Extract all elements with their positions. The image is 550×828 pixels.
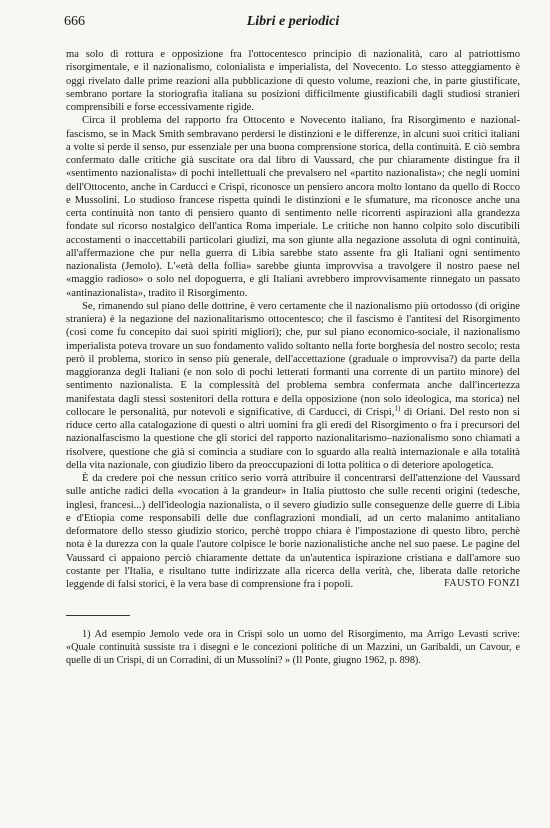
paragraph-1: ma solo di rottura e opposizione fra l'ottocentesco principio di nazionalità, caro al patriottismo risorgimentale, e il nazionalismo, colonialista e imperialista, del Novecento. Lo stesso atteggiamento è oggi rivelato dalle prime reazioni alla pubblicazione di questo volume, reazioni che, in parte giustificate, sembrano portare la storiografia italiana su posizioni difficilmente giustificabili dagli studiosi stranieri comprensibili e forse eccessivamente rigide. <box>66 49 520 113</box>
footnote-divider <box>66 615 130 616</box>
page-header <box>66 14 520 34</box>
footnote-marker: 1) <box>82 629 91 641</box>
page-number: 666 <box>64 14 85 29</box>
paragraph-3 <box>66 300 520 472</box>
footnote-text: Ad esempio Jemolo vede ora in Crispi solo un uomo del Risorgimento, ma Arrigo Levasti scrive: «Quale continuità sussiste tra i disegni e le concezioni politiche di un Mazzini, un Garibaldi, un Cavour, e quelle di un Crispi, di un Corradini, di un Mussolini? » (Il Ponte, giugno 1962, p. 898). <box>66 629 521 667</box>
running-title: Libri e periodici <box>246 14 340 29</box>
footnote-reference[interactable]: 1) <box>394 404 401 413</box>
paragraph-3-tail: di Oriani. Del resto non si riduce certo alla catalogazione di questi o altri uomini fra gli eredi del Risorgimento o fra i precursori del nazionalfascismo la questione che gli storici del rapporto nazionalitarismo–nazionalismo sono chiamati a risolvere, questione che già si comincia a studiare con lo sguardo alla realtà internazionale e alla totalità della vita nazionale, con giudizio libero da preoccupazioni di lotta politica o di deteriore apologetica. <box>66 406 520 471</box>
footnote <box>66 628 520 667</box>
article-body <box>66 48 520 591</box>
paragraph-3-text: Se, rimanendo sul piano delle dottrine, è vero certamente che il nazionalismo più ortodosso (di origine straniera) è la negazione del nazionalitarismo ottocentesco; che il fascismo è l'antitesi del Risorgimento (così come fu concepito dai suoi spiriti migliori); che, pur sul piano economico-sociale, il nazionalismo imperialista poteva trovare un suo fondamento valido soltanto nella forte borghesia del nostro secolo; resta però il problema, storico in senso più generale, dell'accettazione (graduale o improvvisa?) da parte della maggioranza degli Italiani (e non solo di pochi letterati formanti una corrente di un partito minore) del sentimento nazionalista. E la complessità del problema sembra confermata anche dall'incertezza manifestata dagli stessi sostenitori della rottura e della opposizione (non solo ideologica, ma storica) nel collocare le personalità, pur notevoli e significative, di Carducci, di Crispi, <box>66 300 520 418</box>
paragraph-4: È da credere poi che nessun critico serio vorrà attribuire il concentrarsi dell'attenzione del Vaussard sulle antiche radici della «vocation à la grandeur» in Italia piuttosto che sulle recenti origini (tedesche, inglesi, francesi...) dell'ideologia nazionalista, o il severo giudizio sulle conseguenze delle guerre di Libia e d'Etiopia come responsabili delle due conflagrazioni mondiali, ad un certo malanimo antitaliano deformatore dello stesso giudizio storico, perchè troppo chiara è l'impostazione di questo libro, perchè nota è la durezza con la quale l'autore colpisce le borie nazionalistiche anche nel suo paese. Le pagine del Vaussard ci appaiono perciò chiaramente dettate da un'autentica ispirazione cristiana e dall'amore suo costante per l'Italia, e risultano tutte indirizzate alla ricerca della verità, che, liberata dalle retoriche leggende di falsi storici, è la vera base di comprensione fra i popoli. <box>66 473 520 590</box>
author-signature: FAUSTO FONZI <box>444 578 520 590</box>
paragraph-2: Circa il problema del rapporto fra Ottocento e Novecento italiano, fra Risorgimento e nazional-fascismo, se in Mack Smith sembravano perdersi le distinzioni e le differenze, in alcuni suoi critici italiani a volte si perde il senso, pur essenziale per una buona comprensione storica, della continuità. E ciò sembra confermato dalle critiche già suscitate ora dal libro di Vaussard, che pur chiaramente distingue fra il «sentimento nazionalista» di pochi intellettuali che prevalsero nel «partito nazionalista»; che negli uomini dell'Ottocento, anche in Carducci e Crispi, riconosce un pensiero ancora molto lontano da quello di Rocco e Mussolini. Lo studioso francese rispetta quindi le distinzioni e le sfumature, ma riconosce anche una certa continuità non tanto di pensiero quanto di sentimento nelle ricorrenti aspirazioni alla grandezza fondate sul ricorso nostalgico dell'antica Roma imperiale. Le critiche non hanno colpito solo discutibili accostamenti o inaccettabili particolari giudizi, ma son giunte alla negazione assoluta di ogni continuità, all'affermazione che pur nella guerra di Libia sarebbe stato assente fra gli Italiani ogni sentimento nazionalista (Jemolo). L'«età della follia» sarebbe giunta improvvisa a travolgere il nostro paese nel «maggio radioso» o solo nel dopoguerra, e gli Italiani avrebbero improvvisamente rinnegato un passato «antinazionalista», tradito il Risorgimento. <box>66 115 520 299</box>
